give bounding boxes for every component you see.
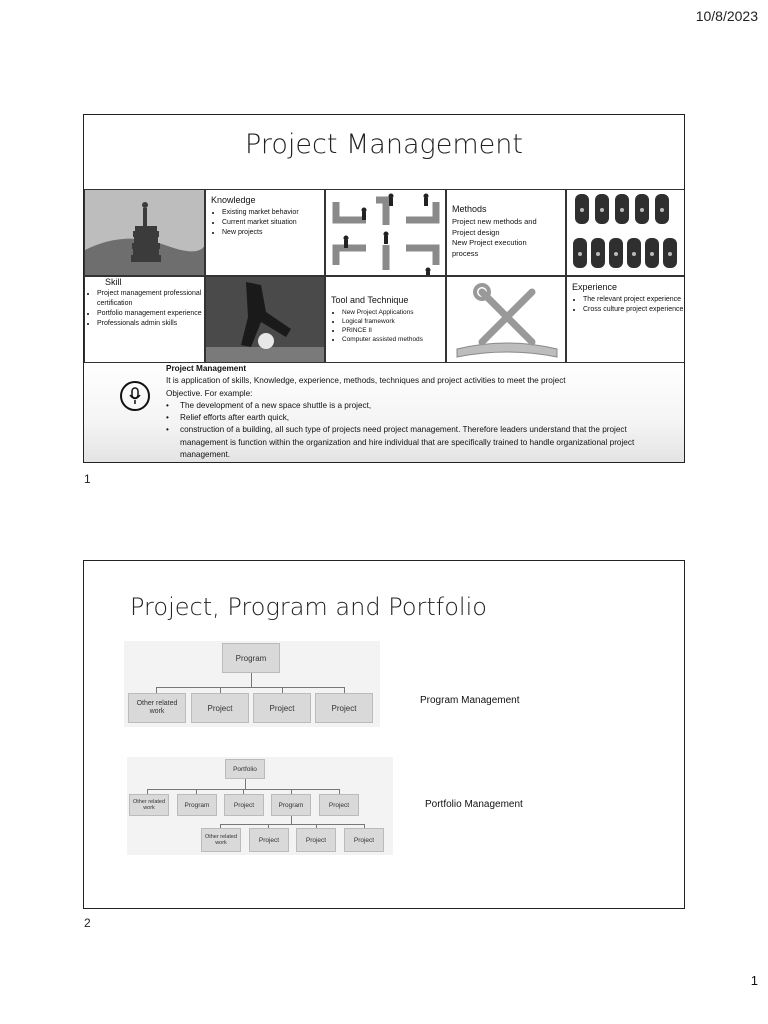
pm-example: • construction of a building, all such type of projects need project management. Therefore leaders understand that the project management is function within the organization and hire individual that are specifically trained to handle organizational project management.	[166, 424, 646, 461]
skill-item: • Portfolio management experience	[97, 309, 204, 319]
knowledge-item: • Existing market behavior	[222, 208, 324, 218]
portfolio-grandchild-box: Other related work	[201, 828, 241, 852]
skill-cell	[84, 276, 205, 363]
slide-project-program-portfolio	[83, 560, 685, 909]
portfolio-child-box: Other related work	[129, 794, 169, 816]
tools-book-image	[446, 276, 566, 363]
knowledge-title: Knowledge	[211, 195, 256, 205]
page-number: 1	[750, 973, 758, 988]
program-org-chart	[124, 641, 380, 727]
knowledge-item: • Current market situation	[222, 218, 324, 228]
pm-heading: Project Management	[166, 364, 247, 373]
books-ladder-image	[84, 189, 205, 276]
program-management-label: Program Management	[420, 695, 520, 706]
knowledge-cell	[205, 189, 325, 276]
methods-line: Project design	[452, 227, 500, 237]
slide-number: 2	[84, 916, 91, 930]
pm-description	[166, 363, 646, 461]
portfolio-grandchild-box: Project	[344, 828, 384, 852]
tool-item: • Computer assisted methods	[342, 335, 445, 344]
methods-title: Methods	[452, 204, 487, 214]
tool-cell	[325, 276, 446, 363]
program-child-box: Project	[253, 693, 311, 723]
program-child-box: Project	[191, 693, 249, 723]
portfolio-org-chart	[127, 757, 393, 855]
program-root-box: Program	[222, 643, 280, 673]
tool-item: • PRINCE II	[342, 326, 445, 335]
skill-title: Skill	[105, 277, 122, 287]
portfolio-child-box: Program	[177, 794, 217, 816]
microphone-icon[interactable]	[120, 381, 150, 411]
experience-item: • The relevant project experience	[583, 295, 685, 305]
tool-item: • New Project Applications	[342, 308, 445, 317]
experience-title: Experience	[572, 282, 618, 292]
portfolio-root-box: Portfolio	[225, 759, 265, 779]
experience-cell	[566, 276, 685, 363]
pm-example: • Relief efforts after earth quick,	[166, 412, 646, 424]
program-child-box: Project	[315, 693, 373, 723]
program-child-box: Other related work	[128, 693, 186, 723]
portfolio-child-box: Program	[271, 794, 311, 816]
rank-insignia-image	[566, 189, 685, 276]
document-date: 10/8/2023	[695, 8, 758, 24]
portfolio-management-label: Portfolio Management	[425, 799, 523, 810]
skill-item: • Project management professional certification	[97, 289, 204, 309]
tool-title: Tool and Technique	[331, 295, 409, 305]
pm-components-grid	[84, 189, 685, 363]
portfolio-child-box: Project	[319, 794, 359, 816]
slide-title: Project, Program and Portfolio	[130, 593, 487, 621]
pm-description-block	[84, 363, 685, 463]
methods-line: Project new methods and	[452, 217, 537, 226]
soccer-player-image	[205, 276, 325, 363]
portfolio-grandchild-box: Project	[296, 828, 336, 852]
arrows-people-image	[325, 189, 446, 276]
methods-line: process	[452, 248, 479, 258]
methods-line: New Project execution	[452, 238, 527, 247]
skill-item: • Professionals admin skills	[97, 319, 204, 329]
pm-definition-line: It is application of skills, Knowledge, experience, methods, techniques and project activities to meet the project	[166, 376, 566, 386]
knowledge-item: • New projects	[222, 228, 324, 238]
pm-definition-line: Objective. For example:	[166, 388, 253, 398]
experience-item: • Cross culture project experience	[583, 305, 685, 315]
pm-example: • The development of a new space shuttle is a project,	[166, 400, 646, 412]
slide-project-management	[83, 114, 685, 463]
slide-number: 1	[84, 472, 91, 486]
portfolio-child-box: Project	[224, 794, 264, 816]
tool-item: • Logical framework	[342, 317, 445, 326]
portfolio-grandchild-box: Project	[249, 828, 289, 852]
slide-title: Project Management	[245, 129, 523, 160]
methods-cell	[446, 189, 566, 276]
